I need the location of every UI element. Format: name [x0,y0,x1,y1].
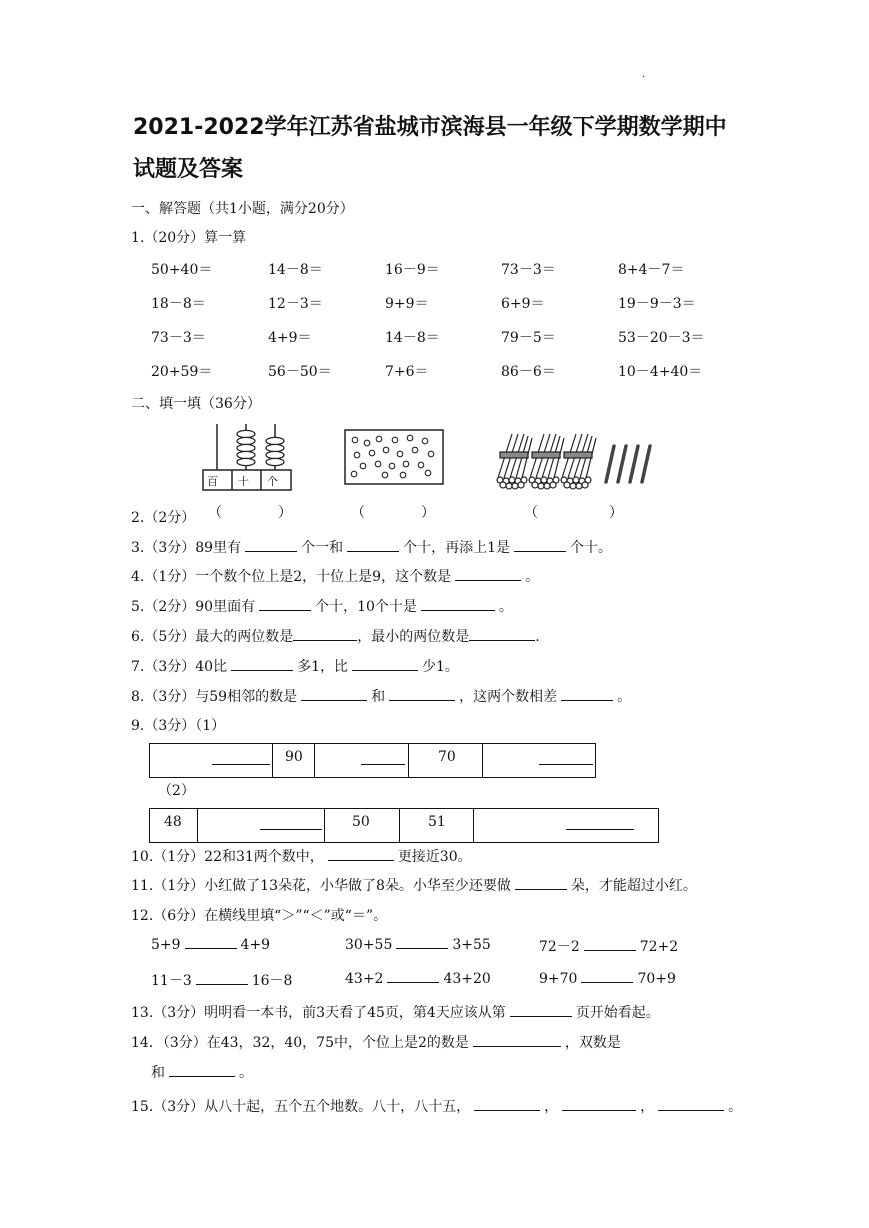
q10-text-b: 更接近30。 [397,849,472,865]
compare-item: 5+9 4+9 [151,937,271,953]
answer-blank[interactable] [245,539,297,552]
answer-blank[interactable] [469,628,535,641]
question-6 [131,626,540,646]
q7-text-a: 7.（3分）40比 [131,659,228,675]
number-table-2 [149,808,659,843]
q7-text-c: 少1。 [422,659,459,675]
question-12: 12.（6分）在横线里填“＞”“＜”或“＝”。 [131,908,388,924]
q15-text-b: ， [544,1099,559,1115]
question-5 [131,596,513,616]
answer-blank[interactable] [347,539,399,552]
answer-blank[interactable] [352,658,418,671]
page-dot: · [642,72,646,83]
answer-blank[interactable] [562,1098,636,1111]
question-10 [131,846,472,866]
table-cell[interactable] [150,744,273,777]
q3-text-b: 个一和 [301,540,344,556]
table-cell[interactable] [483,744,595,777]
calc-item: 73－3＝ [151,330,206,346]
table-cell: 48 [150,809,198,842]
calc-item: 19－9－3＝ [618,296,696,312]
q4-text-b: 。 [525,569,540,585]
compare-item: 72－2 72+2 [539,939,679,955]
abacus-label-hundreds: 百 [207,475,218,488]
answer-paren-close-2: ） [421,505,435,521]
section-2-heading: 二、填一填（36分） [131,396,261,412]
answer-blank[interactable] [169,1064,235,1077]
number-table-1 [149,743,596,778]
q14-text-b: ，双数是 [564,1035,621,1051]
table-cell[interactable] [198,809,325,842]
answer-blank[interactable] [581,970,633,983]
compare-item: 43+2 43+20 [345,971,491,987]
answer-blank[interactable] [561,688,613,701]
question-7 [131,656,459,676]
q14-text-d: 。 [239,1065,253,1081]
calc-item: 86－6＝ [501,364,556,380]
answer-blank[interactable] [185,936,237,949]
stick-bundles-figure [490,426,670,490]
answer-blank[interactable] [328,848,394,861]
q14-text-a: 14．（3分）在43，32，40，75中，个位上是2的数是 [131,1035,469,1051]
q10-text-a: 10.（1分）22和31两个数中， [131,849,324,865]
q3-text-d: 个十。 [570,540,613,556]
calc-item: 56－50＝ [268,364,332,380]
q15-text-a: 15.（3分）从八十起，五个五个地数。八十，八十五， [131,1099,471,1115]
q3-text-a: 3.（3分）89里有 [131,540,242,556]
calc-item: 18－8＝ [151,296,206,312]
calc-item: 14－8＝ [268,262,323,278]
abacus-label-ones: 个 [267,475,278,488]
q8-text-a: 8.（3分）与59相邻的数是 [131,689,298,705]
answer-blank[interactable] [387,970,439,983]
section-1-heading: 一、解答题（共1小题，满分20分） [131,201,354,217]
table-cell[interactable] [315,744,409,777]
answer-paren-close-3: ） [609,505,623,521]
q11-text-b: 朵，才能超过小红。 [570,878,697,894]
compare-item: 30+55 3+55 [345,937,491,953]
answer-blank[interactable] [514,539,566,552]
table-cell: 50 [325,809,400,842]
answer-blank[interactable] [658,1098,724,1111]
calc-item: 6+9＝ [501,296,545,312]
table-cell: 90 [273,744,315,777]
compare-item: 9+70 70+9 [539,971,676,987]
question-4 [131,566,539,586]
calc-item: 73－3＝ [501,262,556,278]
answer-paren-open-1: （ [208,505,222,521]
q11-text-a: 11.（1分）小红做了13朵花，小华做了8朵。小华至少还要做 [131,878,511,894]
table-cell: 51 [400,809,474,842]
calc-item: 50+40＝ [151,262,213,278]
calc-item: 4+9＝ [268,330,312,346]
answer-blank[interactable] [584,938,636,951]
q3-text-c: 个十，再添上1是 [403,540,511,556]
calc-item: 20+59＝ [151,364,213,380]
question-1: 1.（20分）算一算 [131,230,247,246]
question-11 [131,875,697,895]
dots-box-figure [343,428,445,486]
answer-blank[interactable] [421,598,495,611]
answer-paren-open-3: （ [524,505,538,521]
q8-text-b: 和 [371,689,386,705]
answer-paren-open-2: （ [351,505,365,521]
calc-item: 14－8＝ [385,330,440,346]
q6-text-c: . [535,629,540,645]
q5-text-c: 。 [498,599,513,615]
answer-blank[interactable] [455,568,521,581]
answer-blank[interactable] [396,936,448,949]
q6-text-a: 6.（5分）最大的两位数是 [131,629,294,645]
question-9-part-2: （2） [158,783,195,799]
q8-text-c: ，这两个数相差 [459,689,558,705]
page-title-line2: 试题及答案 [133,157,244,182]
question-8 [131,686,631,706]
answer-blank[interactable] [515,877,567,890]
answer-blank[interactable] [389,688,455,701]
page-title-line1: 2021-2022学年江苏省盐城市滨海县一年级下学期数学期中 [133,115,727,140]
question-14 [131,1032,621,1052]
calc-item: 9+9＝ [385,296,429,312]
answer-blank[interactable] [259,598,311,611]
table-cell[interactable] [474,809,658,842]
answer-blank[interactable] [231,658,293,671]
q7-text-b: 多1，比 [297,659,349,675]
question-2: 2.（2分） [131,510,196,526]
calc-item: 7+6＝ [385,364,429,380]
question-3 [131,537,612,557]
calc-item: 79－5＝ [501,330,556,346]
q5-text-a: 5.（2分）90里面有 [131,599,256,615]
q6-text-b: ，最小的两位数是 [357,629,470,645]
answer-paren-close-1: ） [278,505,292,521]
question-13 [131,1002,660,1022]
q4-text-a: 4.（1分）一个数个位上是2，十位上是9，这个数是 [131,569,452,585]
q5-text-b: 个十，10个十是 [315,599,417,615]
q14-text-c: 和 [151,1065,165,1081]
q15-text-d: 。 [728,1099,743,1115]
question-15 [131,1096,742,1116]
answer-blank[interactable] [510,1004,572,1017]
q15-text-c: ， [640,1099,655,1115]
compare-item: 11－3 16－8 [151,973,293,989]
calc-item: 12－3＝ [268,296,323,312]
calc-item: 8+4－7＝ [618,262,685,278]
calc-item: 10－4+40＝ [618,364,703,380]
question-9: 9.（3分）（1） [131,718,226,734]
question-14-cont [151,1062,253,1082]
calc-item: 53－20－3＝ [618,330,705,346]
table-cell: 70 [409,744,483,777]
answer-blank[interactable] [473,1034,561,1047]
abacus-label-tens: 十 [238,475,249,488]
answer-blank[interactable] [474,1098,540,1111]
answer-blank[interactable] [196,972,248,985]
q13-text-a: 13.（3分）明明看一本书，前3天看了45页，第4天应该从第 [131,1005,506,1021]
answer-blank[interactable] [301,688,367,701]
q13-text-b: 页开始看起。 [575,1005,660,1021]
answer-blank[interactable] [293,628,357,641]
q8-text-d: 。 [617,689,632,705]
calc-item: 16－9＝ [385,262,440,278]
